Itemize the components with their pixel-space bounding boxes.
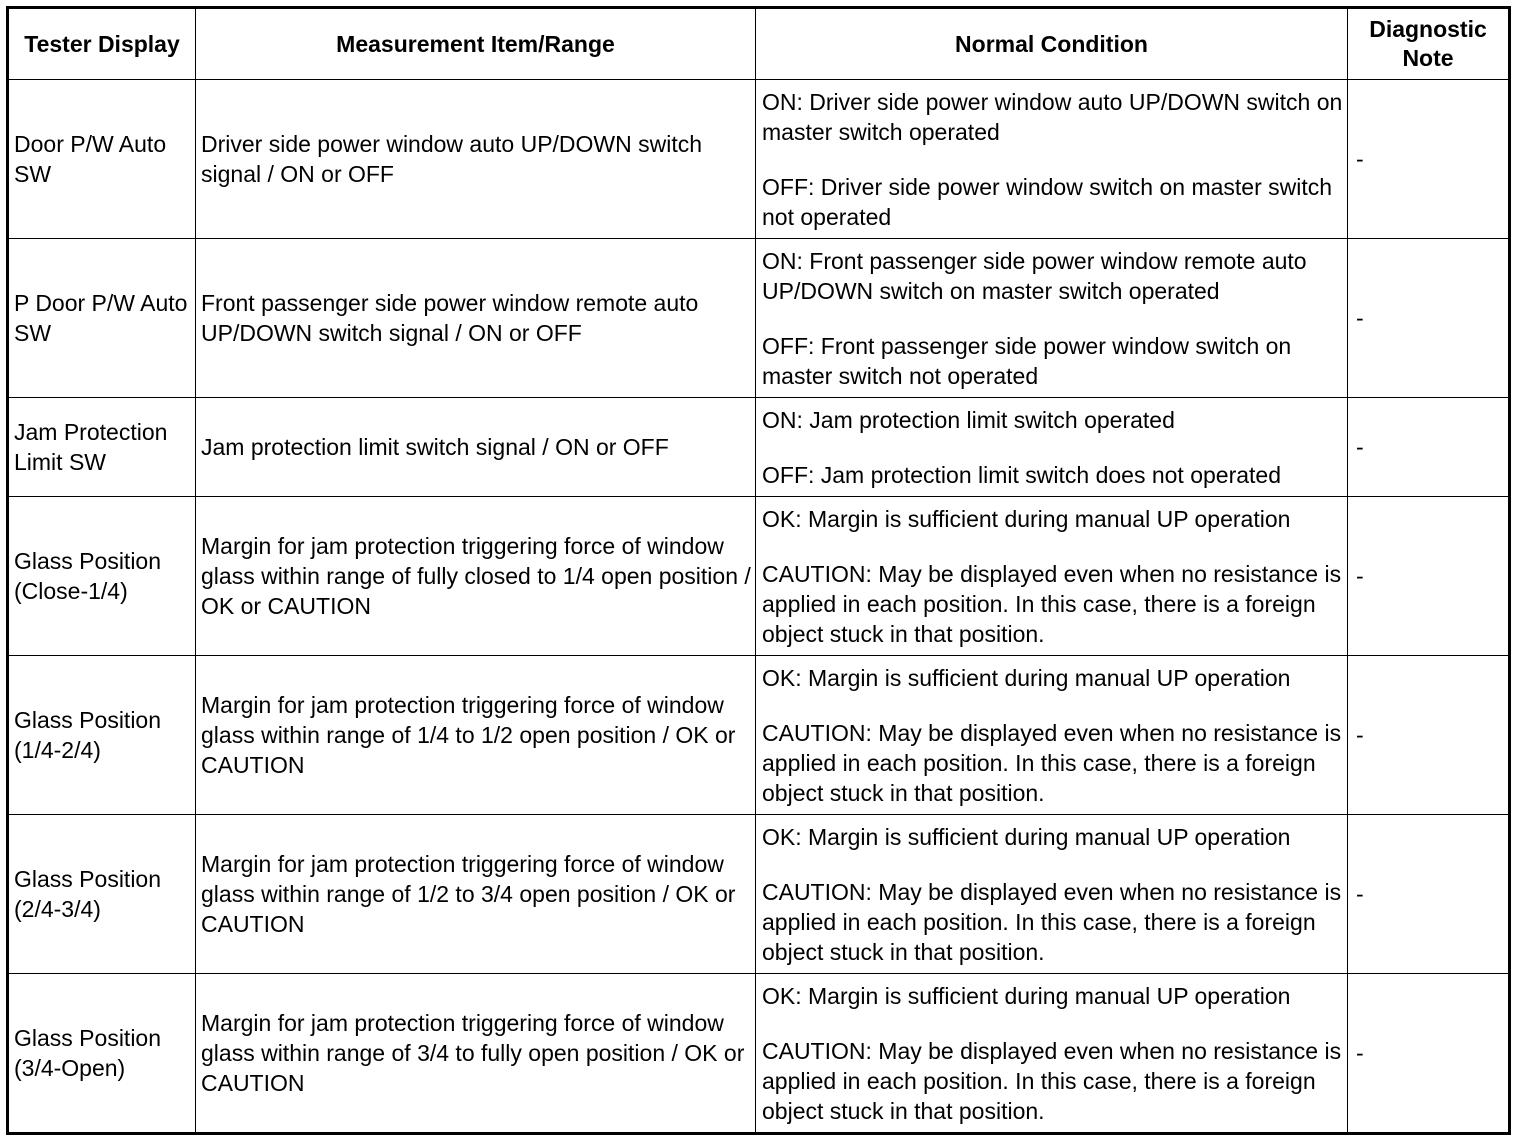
diagnostic-note-cell: - [1348, 497, 1510, 656]
tester-display-cell: Glass Position (2/4-3/4) [8, 815, 196, 974]
normal-condition-cell [756, 974, 1348, 1134]
measurement-cell: Margin for jam protection triggering force of window glass within range of fully closed to 1/4 open position / OK or CAUTION [196, 497, 756, 656]
diagnostic-note-cell: - [1348, 398, 1510, 497]
measurement-cell: Front passenger side power window remote auto UP/DOWN switch signal / ON or OFF [196, 239, 756, 398]
header-normal-condition: Normal Condition [756, 8, 1348, 80]
tester-display-cell: Jam Protection Limit SW [8, 398, 196, 497]
header-measurement: Measurement Item/Range [196, 8, 756, 80]
table-row [8, 656, 1510, 815]
tester-display-cell: P Door P/W Auto SW [8, 239, 196, 398]
table-row [8, 815, 1510, 974]
diagnostic-note-cell: - [1348, 239, 1510, 398]
tester-display-cell: Door P/W Auto SW [8, 80, 196, 239]
condition-ok: OK: Margin is sufficient during manual UP operation [762, 506, 1291, 532]
normal-condition-cell [756, 80, 1348, 239]
table-row [8, 497, 1510, 656]
header-diagnostic-note: Diagnostic Note [1348, 8, 1510, 80]
normal-condition-cell [756, 656, 1348, 815]
condition-off: OFF: Jam protection limit switch does not operated [762, 462, 1281, 488]
table-row [8, 239, 1510, 398]
header-tester-display: Tester Display [8, 8, 196, 80]
tester-display-cell: Glass Position (Close-1/4) [8, 497, 196, 656]
condition-caution: CAUTION: May be displayed even when no resistance is applied in each position. In this case, there is a foreign object stuck in that position. [762, 720, 1342, 806]
normal-condition-cell [756, 398, 1348, 497]
condition-caution: CAUTION: May be displayed even when no resistance is applied in each position. In this case, there is a foreign object stuck in that position. [762, 879, 1342, 965]
condition-ok: OK: Margin is sufficient during manual UP operation [762, 983, 1291, 1009]
condition-caution: CAUTION: May be displayed even when no resistance is applied in each position. In this case, there is a foreign object stuck in that position. [762, 561, 1342, 647]
condition-ok: OK: Margin is sufficient during manual UP operation [762, 665, 1291, 691]
measurement-cell: Jam protection limit switch signal / ON or OFF [196, 398, 756, 497]
normal-condition-cell [756, 815, 1348, 974]
tester-display-cell: Glass Position (3/4-Open) [8, 974, 196, 1134]
condition-on: ON: Jam protection limit switch operated [762, 407, 1175, 433]
condition-ok: OK: Margin is sufficient during manual UP operation [762, 824, 1291, 850]
normal-condition-cell [756, 239, 1348, 398]
condition-on: ON: Front passenger side power window remote auto UP/DOWN switch on master switch operated [762, 248, 1307, 304]
tester-display-cell: Glass Position (1/4-2/4) [8, 656, 196, 815]
measurement-cell: Driver side power window auto UP/DOWN switch signal / ON or OFF [196, 80, 756, 239]
diagnostic-note-cell: - [1348, 656, 1510, 815]
table-row [8, 974, 1510, 1134]
diagnostic-note-cell: - [1348, 815, 1510, 974]
measurement-cell: Margin for jam protection triggering force of window glass within range of 1/4 to 1/2 open position / OK or CAUTION [196, 656, 756, 815]
data-list-table [6, 6, 1511, 1135]
measurement-cell: Margin for jam protection triggering force of window glass within range of 1/2 to 3/4 open position / OK or CAUTION [196, 815, 756, 974]
condition-caution: CAUTION: May be displayed even when no resistance is applied in each position. In this case, there is a foreign object stuck in that position. [762, 1038, 1342, 1124]
diagnostic-note-cell: - [1348, 974, 1510, 1134]
condition-off: OFF: Front passenger side power window switch on master switch not operated [762, 333, 1292, 389]
normal-condition-cell [756, 497, 1348, 656]
condition-off: OFF: Driver side power window switch on master switch not operated [762, 174, 1333, 230]
diagnostic-note-cell: - [1348, 80, 1510, 239]
header-row [8, 8, 1510, 80]
condition-on: ON: Driver side power window auto UP/DOWN switch on master switch operated [762, 89, 1343, 145]
table-row [8, 398, 1510, 497]
measurement-cell: Margin for jam protection triggering force of window glass within range of 3/4 to fully open position / OK or CAUTION [196, 974, 756, 1134]
table-row [8, 80, 1510, 239]
